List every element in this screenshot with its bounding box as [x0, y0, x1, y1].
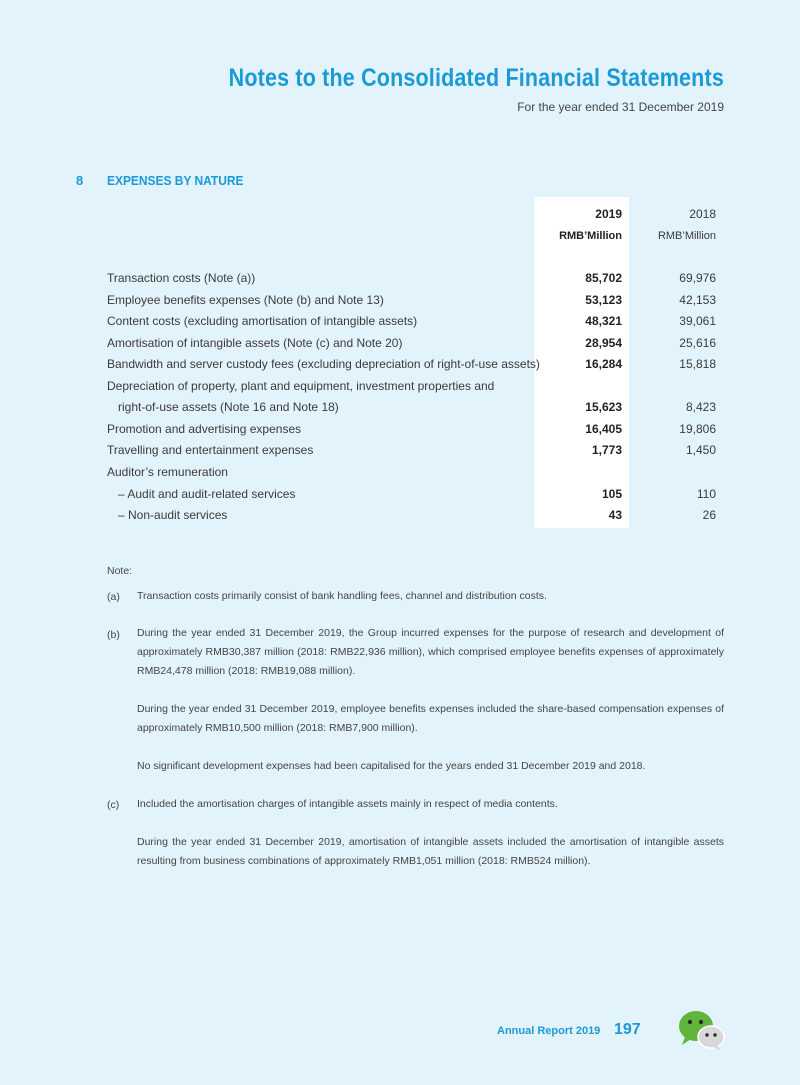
value-2019: 15,623 [585, 400, 622, 414]
row-label: – Non-audit services [118, 508, 228, 522]
value-2019: 28,954 [585, 336, 622, 350]
column-unit-2019: RMB’Million [559, 230, 622, 242]
row-label: – Audit and audit-related services [118, 487, 296, 501]
value-2018: 8,423 [685, 400, 716, 414]
value-2019: 105 [601, 487, 622, 501]
value-2019: 1,773 [591, 443, 622, 457]
value-2018: 39,061 [679, 314, 716, 328]
value-2018: 1,450 [685, 443, 716, 457]
column-unit-2018: RMB’Million [657, 230, 716, 242]
value-2018: 19,806 [679, 422, 716, 436]
row-label: Content costs (excluding amortisation of intangible assets) [107, 314, 418, 328]
value-2019: 16,284 [585, 357, 622, 371]
notes-heading: Note: [107, 565, 133, 577]
row-label: Bandwidth and server custody fees (excluding depreciation of right-of-use assets) [107, 357, 540, 371]
page-subtitle: For the year ended 31 December 2019 [517, 100, 724, 114]
value-2019: 85,702 [585, 271, 622, 285]
section-number: 8 [76, 173, 84, 188]
value-2019: 53,123 [585, 293, 622, 307]
note-a-text: Transaction costs primarily consist of bank handling fees, channel and distribution costs. [137, 590, 547, 602]
page-number: 197 [614, 1021, 641, 1038]
value-2018: 69,976 [679, 271, 716, 285]
column-header-2018: 2018 [689, 207, 716, 221]
row-label: Amortisation of intangible assets (Note (c) and Note 20) [107, 336, 403, 350]
row-label: Transaction costs (Note (a)) [107, 271, 256, 285]
section-title: EXPENSES BY NATURE [107, 173, 244, 188]
note-b-paragraph-3: No significant development expenses had been capitalised for the years ended 31 December 2019 and 2018. [137, 760, 646, 772]
note-b-paragraph-1: During the year ended 31 December 2019, the Group incurred expenses for the purpose of research and development of approximately RMB30,387 million (2018: RMB22,936 million), which comprised employee benefits expenses of approximately RMB24,478 million (2018: RMB19,088 million). [137, 627, 724, 677]
row-label: Depreciation of property, plant and equipment, investment properties and [107, 379, 495, 393]
row-label: right-of-use assets (Note 16 and Note 18) [118, 400, 339, 414]
value-2018: 42,153 [679, 293, 716, 307]
row-label: Employee benefits expenses (Note (b) and Note 13) [107, 293, 384, 307]
page-title: Notes to the Consolidated Financial Statements [228, 64, 724, 92]
value-2018: 26 [702, 508, 716, 522]
value-2018: 110 [696, 487, 716, 501]
note-a-letter: (a) [107, 591, 120, 603]
note-b-letter: (b) [107, 629, 120, 641]
value-2019: 43 [608, 508, 622, 522]
value-2018: 15,818 [679, 357, 716, 371]
value-2019: 48,321 [585, 314, 622, 328]
value-2018: 25,616 [679, 336, 716, 350]
column-header-2019: 2019 [595, 207, 622, 221]
note-c-paragraph-2: During the year ended 31 December 2019, amortisation of intangible assets included the amortisation of intangible assets resulting from business combinations of approximately RMB1,051 million (2018: RMB524 million). [137, 836, 724, 867]
wechat-logo-icon [676, 1008, 726, 1059]
note-c-paragraph-1: Included the amortisation charges of intangible assets mainly in respect of media contents. [137, 798, 558, 810]
note-b-paragraph-2: During the year ended 31 December 2019, employee benefits expenses included the share-based compensation expenses of approximately RMB10,500 million (2018: RMB7,900 million). [137, 703, 724, 734]
footer-report-title: Annual Report 2019 [497, 1025, 601, 1037]
note-c-letter: (c) [107, 799, 120, 811]
value-2019: 16,405 [585, 422, 622, 436]
row-label: Travelling and entertainment expenses [107, 443, 314, 457]
row-label: Auditor’s remuneration [107, 465, 228, 479]
row-label: Promotion and advertising expenses [107, 422, 302, 436]
